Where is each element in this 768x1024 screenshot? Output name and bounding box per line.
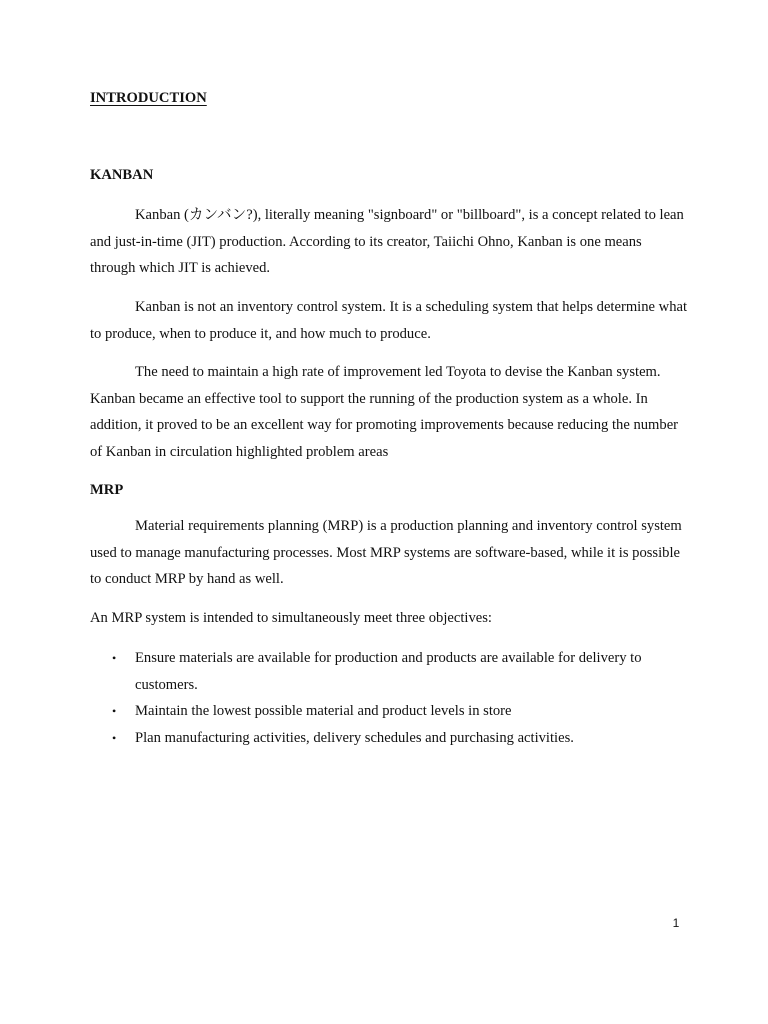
list-item-text: Maintain the lowest possible material and product levels in store [135,703,512,719]
mrp-objectives-intro: An MRP system is intended to simultaneously meet three objectives: [90,610,492,626]
list-item [90,698,690,725]
bullet-icon: • [112,730,117,745]
bullet-icon: • [112,651,117,665]
mrp-objectives-list [90,645,690,751]
document-heading: INTRODUCTION [90,90,207,106]
kanban-paragraph-3: The need to maintain a high rate of improvement led Toyota to devise the Kanban system. Kanban became an effective tool to support the running of the production system as a whole. In addition, it proved to be an excellent way for promoting improvements because reducing the number of Kanban in circulation highlighted problem areas [90,364,679,460]
list-item [90,725,690,752]
kanban-paragraph-1: Kanban (カンバン?), literally meaning "signboard" or "billboard", is a concept related to lean and just-in-time (JIT) production. According to its creator, Taiichi Ohno, Kanban is one means through which JIT is achieved. [90,207,684,276]
list-item-text: Ensure materials are available for production and products are available for delivery to customers. [135,650,642,693]
bullet-icon: • [112,704,117,718]
section-title-mrp: MRP [90,482,124,498]
section-title-kanban: KANBAN [90,167,154,183]
list-item [90,645,690,698]
page-number: 1 [672,916,680,930]
list-item-text: Plan manufacturing activities, delivery schedules and purchasing activities. [135,729,574,746]
kanban-paragraph-2: Kanban is not an inventory control system. It is a scheduling system that helps determine what to produce, when to produce it, and how much to produce. [90,299,688,342]
mrp-paragraph-1: Material requirements planning (MRP) is a production planning and inventory control system used to manage manufacturing processes. Most MRP systems are software-based, while it is possible to conduct MRP by hand as well. [90,518,682,587]
